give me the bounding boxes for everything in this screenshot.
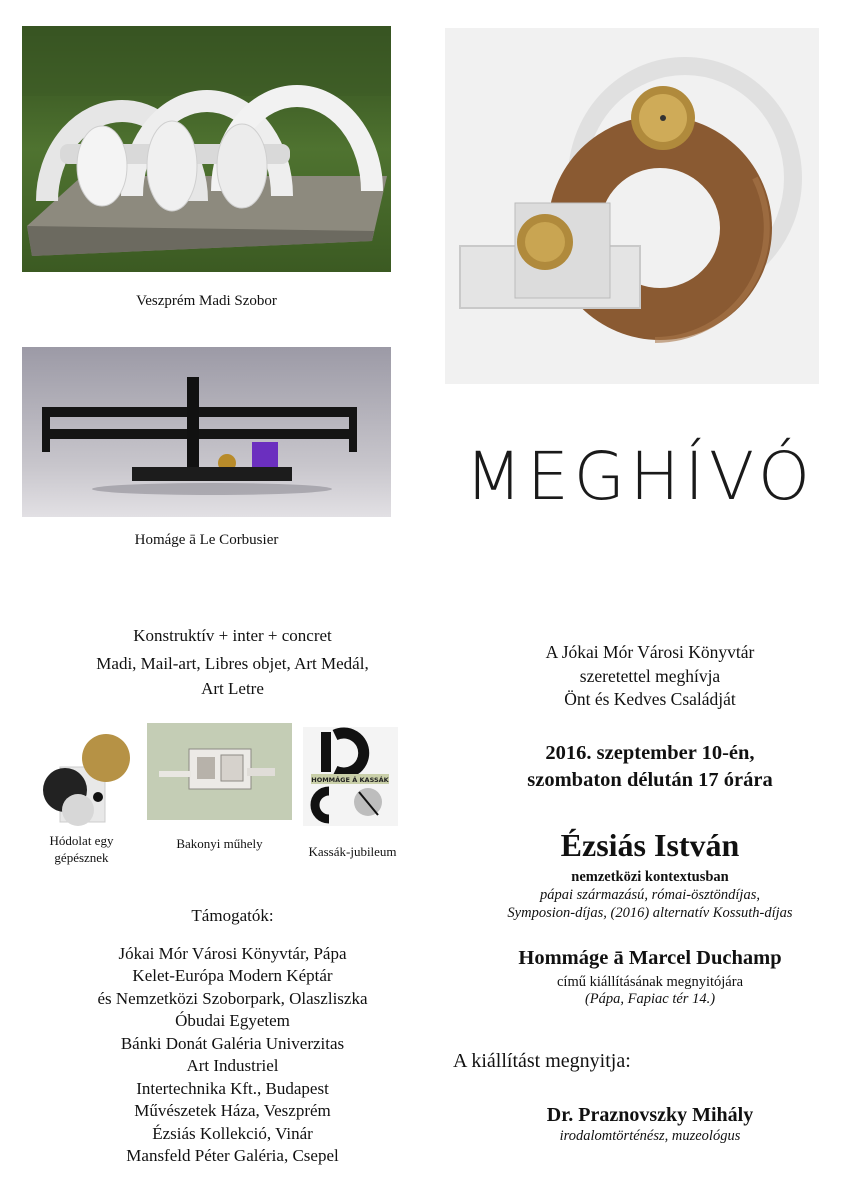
genre-block: [20, 623, 445, 701]
kassak-image: [303, 727, 398, 826]
hodolat-image: [30, 722, 133, 828]
thumb-bakonyi: [147, 723, 292, 820]
caption-veszprem: Veszprém Madi Szobor: [136, 293, 277, 309]
caption-kassak: Kassák-jubileum: [308, 844, 397, 859]
exhibition-details: [450, 974, 849, 1008]
invite-line-1: A Jókai Mór Városi Könyvtár: [545, 642, 755, 662]
exhibition-sub-1: című kiállításának megnyitójára: [556, 974, 744, 990]
event-datetime: [450, 740, 849, 794]
artist-desc-2: Symposion-díjas, (2016) alternatív Kossuth-díjas: [507, 905, 793, 921]
exhibition-location: (Pápa, Fapiac tér 14.): [584, 991, 716, 1007]
opening-label: A kiállítást megnyitja:: [453, 1050, 631, 1072]
opener-name: Dr. Praznovszky Mihály: [546, 1104, 754, 1126]
invite-line-3: Önt és Kedves Családját: [564, 689, 736, 709]
thumb-kassak: [303, 727, 398, 826]
sponsors-title: Támogatók:: [191, 906, 274, 925]
brass-sculpture-image: [445, 28, 819, 384]
caption-hodolat: [20, 832, 143, 866]
sponsor-item: Intertechnika Kft., Budapest: [136, 1078, 329, 1098]
event-time: szombaton délután 17 órára: [527, 769, 773, 791]
artist-desc-1: pápai származású, római-ösztöndíjas,: [540, 887, 760, 903]
opener-role: irodalomtörténész, muzeológus: [559, 1128, 741, 1144]
bakonyi-image: [147, 723, 292, 820]
sponsor-item: Ézsiás Kollekció, Vinár: [152, 1123, 313, 1143]
artist-details: [450, 868, 849, 922]
sponsor-item: Art Industriel: [186, 1056, 279, 1075]
sponsor-item: Bánki Donát Galéria Univerzitas: [120, 1033, 345, 1053]
veszprem-sculpture-image: [22, 26, 391, 272]
caption-hodolat-line-1: Hódolat egy: [49, 833, 114, 848]
caption-bakonyi: Bakonyi műhely: [176, 836, 263, 851]
genre-line-3: Art Letre: [201, 679, 264, 698]
invite-block: [450, 641, 849, 712]
exhibition-title: Hommáge ā Marcel Duchamp: [518, 947, 782, 969]
sponsor-item: Kelet-Európa Modern Képtár: [132, 966, 333, 985]
artist-context: nemzetközi kontextusban: [571, 869, 729, 885]
caption-corbusier: Homáge ā Le Corbusier: [134, 532, 279, 548]
photo-corbusier: [22, 347, 391, 517]
event-date: 2016. szeptember 10-én,: [545, 742, 755, 764]
invite-line-2: szeretettel meghívja: [579, 665, 721, 686]
kassak-inner-label: HOMMÁGE Á KASSÁK: [311, 776, 389, 784]
sponsor-item: Óbudai Egyetem: [175, 1011, 290, 1030]
corbusier-sculpture-image: [22, 347, 391, 517]
sponsors-block: [20, 905, 445, 1168]
photo-veszprem-madi-szobor: [22, 26, 391, 272]
sponsor-item: Mansfeld Péter Galéria, Csepel: [126, 1146, 339, 1165]
genre-line-1: Konstruktív + inter + concret: [133, 626, 332, 645]
photo-brass-sculpture: [445, 28, 819, 384]
invitation-title: MEGHÍVÓ: [465, 438, 815, 515]
sponsor-item: Jókai Mór Városi Könyvtár, Pápa: [118, 943, 347, 963]
caption-hodolat-line-2: gépésznek: [54, 850, 109, 865]
artist-name: Ézsiás István: [560, 827, 740, 863]
thumb-hodolat: [30, 722, 133, 828]
sponsor-item: és Nemzetközi Szoborpark, Olaszliszka: [97, 988, 368, 1008]
genre-line-2: Madi, Mail-art, Libres objet, Art Medál,: [96, 654, 369, 673]
sponsor-item: Művészetek Háza, Veszprém: [134, 1101, 331, 1120]
